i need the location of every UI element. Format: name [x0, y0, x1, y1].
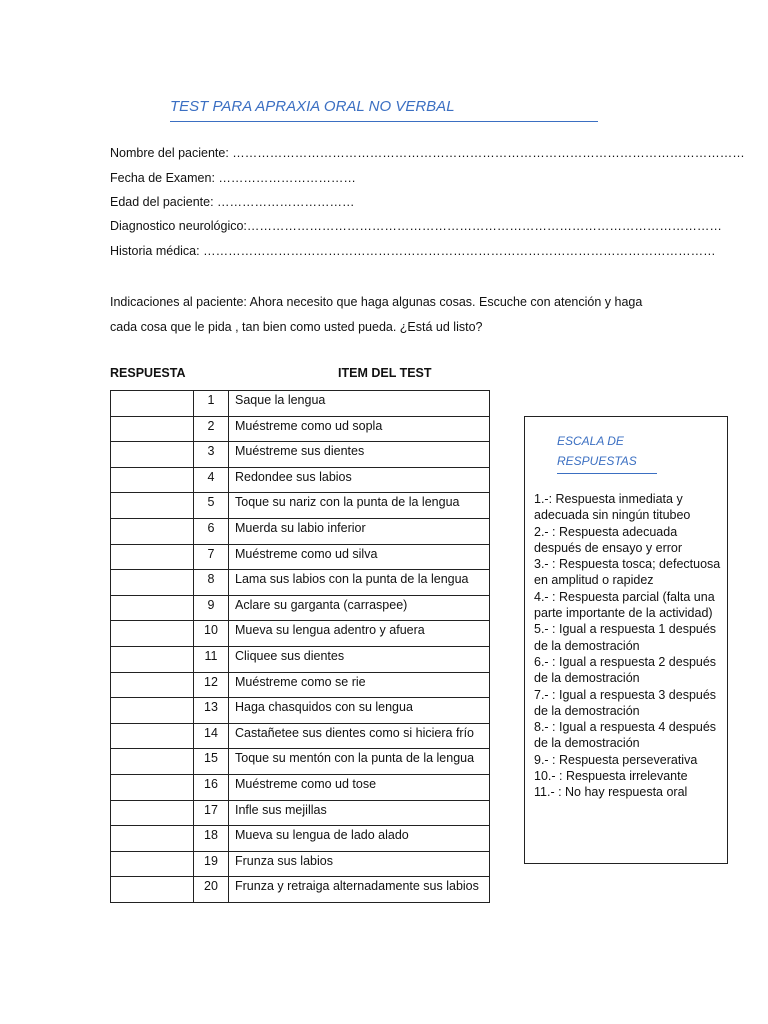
table-row — [111, 544, 490, 570]
table-row — [111, 877, 490, 903]
response-cell[interactable] — [111, 672, 194, 698]
item-number: 5 — [194, 493, 229, 519]
response-cell[interactable] — [111, 493, 194, 519]
item-text: Lama sus labios con la punta de la lengua — [229, 570, 490, 596]
medical-history-field: Historia médica: …………………………………………………………………………………………………………… — [110, 244, 716, 258]
table-row — [111, 851, 490, 877]
response-cell[interactable] — [111, 723, 194, 749]
item-number: 1 — [194, 391, 229, 417]
item-number: 2 — [194, 416, 229, 442]
response-cell[interactable] — [111, 518, 194, 544]
item-number: 11 — [194, 646, 229, 672]
item-number: 17 — [194, 800, 229, 826]
item-number: 7 — [194, 544, 229, 570]
item-text: Toque su nariz con la punta de la lengua — [229, 493, 490, 519]
scale-item: 11.- : No hay respuesta oral — [534, 785, 688, 800]
response-cell[interactable] — [111, 646, 194, 672]
item-text: Muéstreme como se rie — [229, 672, 490, 698]
table-row — [111, 595, 490, 621]
item-number: 6 — [194, 518, 229, 544]
exam-date-field: Fecha de Examen: …………………………… — [110, 171, 356, 185]
item-text: Frunza y retraiga alternadamente sus labios — [229, 877, 490, 903]
table-row — [111, 646, 490, 672]
item-number: 12 — [194, 672, 229, 698]
table-row — [111, 442, 490, 468]
response-cell[interactable] — [111, 851, 194, 877]
scale-item: 2.- : Respuesta adecuada después de ensayo y error — [534, 524, 683, 555]
table-row — [111, 467, 490, 493]
table-row — [111, 621, 490, 647]
scale-item: 9.- : Respuesta perseverativa — [534, 752, 698, 767]
item-column-header: ITEM DEL TEST — [338, 366, 432, 380]
item-number: 14 — [194, 723, 229, 749]
response-cell[interactable] — [111, 442, 194, 468]
item-text: Frunza sus labios — [229, 851, 490, 877]
table-row — [111, 774, 490, 800]
item-text: Mueva su lengua de lado alado — [229, 826, 490, 852]
table-row — [111, 391, 490, 417]
response-cell[interactable] — [111, 416, 194, 442]
item-text: Muéstreme como ud sopla — [229, 416, 490, 442]
item-text: Aclare su garganta (carraspee) — [229, 595, 490, 621]
table-row — [111, 672, 490, 698]
table-row — [111, 749, 490, 775]
response-cell[interactable] — [111, 877, 194, 903]
table-row — [111, 826, 490, 852]
item-text: Infle sus mejillas — [229, 800, 490, 826]
response-scale-box — [524, 416, 728, 864]
item-number: 20 — [194, 877, 229, 903]
test-items-table — [110, 390, 490, 903]
patient-name-field: Nombre del paciente: …………………………………………………………………………………………………………… — [110, 146, 745, 160]
item-text: Mueva su lengua adentro y afuera — [229, 621, 490, 647]
item-text: Muéstreme sus dientes — [229, 442, 490, 468]
item-text: Redondee sus labios — [229, 467, 490, 493]
item-number: 18 — [194, 826, 229, 852]
response-cell[interactable] — [111, 774, 194, 800]
scale-item: 1.-: Respuesta inmediata y adecuada sin ningún titubeo — [534, 492, 691, 523]
item-number: 13 — [194, 698, 229, 724]
item-number: 8 — [194, 570, 229, 596]
item-text: Muerda su labio inferior — [229, 518, 490, 544]
item-number: 19 — [194, 851, 229, 877]
table-row — [111, 570, 490, 596]
scale-item: 4.- : Respuesta parcial (falta una parte importante de la actividad) — [534, 589, 715, 621]
scale-item: 3.- : Respuesta tosca; defectuosa en amplitud o rapidez — [534, 557, 721, 588]
item-text: Castañetee sus dientes como si hiciera frío — [229, 723, 490, 749]
response-cell[interactable] — [111, 800, 194, 826]
response-cell[interactable] — [111, 698, 194, 724]
item-number: 3 — [194, 442, 229, 468]
item-number: 15 — [194, 749, 229, 775]
scale-item: 6.- : Igual a respuesta 2 después de la demostración — [534, 654, 717, 686]
neuro-diagnosis-field: Diagnostico neurológico:…………………………………………………………………………………………………… — [110, 219, 722, 233]
table-row — [111, 800, 490, 826]
response-cell[interactable] — [111, 595, 194, 621]
item-text: Haga chasquidos con su lengua — [229, 698, 490, 724]
response-cell[interactable] — [111, 570, 194, 596]
table-row — [111, 518, 490, 544]
patient-instructions: Indicaciones al paciente: Ahora necesito que haga algunas cosas. Escuche con atención y haga cada cosa que le pida , tan bien como usted pueda. ¿Está ud listo? — [110, 295, 643, 334]
patient-age-field: Edad del paciente: …………………………… — [110, 195, 355, 209]
response-cell[interactable] — [111, 544, 194, 570]
scale-item: 8.- : Igual a respuesta 4 después de la demostración — [534, 720, 717, 751]
respuesta-column-header: RESPUESTA — [110, 366, 186, 380]
item-number: 16 — [194, 774, 229, 800]
item-text: Muéstreme como ud silva — [229, 544, 490, 570]
item-text: Toque su mentón con la punta de la lengua — [229, 749, 490, 775]
response-cell[interactable] — [111, 826, 194, 852]
scale-title: ESCALA DE RESPUESTAS — [557, 431, 657, 474]
item-number: 9 — [194, 595, 229, 621]
item-text: Muéstreme como ud tose — [229, 774, 490, 800]
document-title: TEST PARA APRAXIA ORAL NO VERBAL — [170, 98, 598, 122]
table-row — [111, 723, 490, 749]
response-cell[interactable] — [111, 749, 194, 775]
response-cell[interactable] — [111, 391, 194, 417]
table-row — [111, 416, 490, 442]
item-number: 10 — [194, 621, 229, 647]
item-number: 4 — [194, 467, 229, 493]
item-text: Cliquee sus dientes — [229, 646, 490, 672]
scale-item: 5.- : Igual a respuesta 1 después de la demostración — [534, 622, 717, 653]
item-text: Saque la lengua — [229, 391, 490, 417]
table-row — [111, 698, 490, 724]
response-cell[interactable] — [111, 621, 194, 647]
scale-item: 10.- : Respuesta irrelevante — [534, 769, 688, 784]
table-row — [111, 493, 490, 519]
scale-list — [534, 491, 724, 801]
scale-item: 7.- : Igual a respuesta 3 después de la demostración — [534, 687, 717, 718]
response-cell[interactable] — [111, 467, 194, 493]
